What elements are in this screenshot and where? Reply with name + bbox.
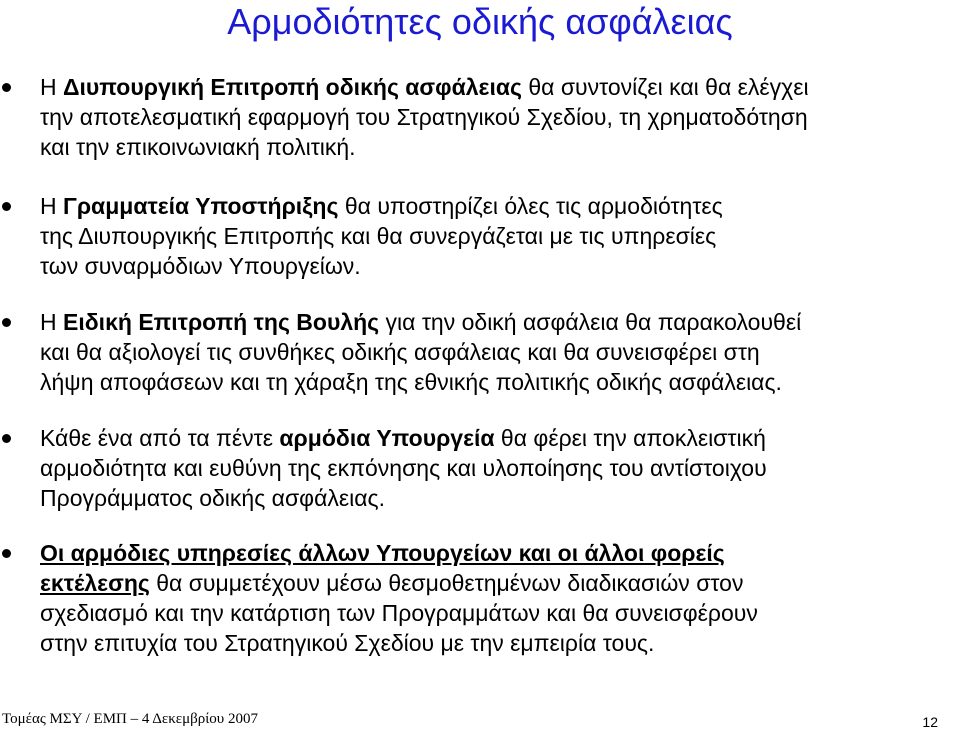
body-text: Κάθε ένα από τα πέντε [40, 425, 280, 451]
slide-title: Αρμοδιότητες οδικής ασφάλειας [227, 1, 733, 42]
body-text: θα συμμετέχουν μέσω θεσμοθετημένων διαδικασιών στον [149, 570, 744, 596]
bullet-line [40, 337, 960, 367]
bullet-line [40, 367, 960, 397]
body-text: Η [40, 193, 63, 219]
body-text: και θα αξιολογεί τις συνθήκες οδικής ασφάλειας και θα συνεισφέρει στη [40, 339, 760, 365]
bullet-line [40, 102, 960, 132]
body-text: Προγράμματος οδικής ασφάλειας. [40, 485, 385, 511]
body-text: Η [40, 74, 63, 100]
bullet-text [40, 538, 960, 658]
bullet-dot-icon [2, 318, 11, 327]
body-text: των συναρμόδιων Υπουργείων. [40, 253, 361, 279]
emphasis-text: Διυπουργική Επιτροπή οδικής ασφάλειας [63, 74, 522, 100]
body-text: σχεδιασμό και την κατάρτιση των Προγραμμάτων και θα συνεισφέρουν [40, 600, 758, 626]
bullet-line [40, 221, 960, 251]
body-text: λήψη αποφάσεων και τη χάραξη της εθνικής πολιτικής οδικής ασφάλειας. [40, 369, 782, 395]
bullet-dot-icon [2, 83, 11, 92]
emphasis-text: εκτέλεσης [40, 570, 150, 596]
emphasis-text: αρμόδια Υπουργεία [279, 425, 495, 451]
body-text: της Διυπουργικής Επιτροπής και θα συνεργάζεται με τις υπηρεσίες [40, 223, 717, 249]
page-number: 12 [922, 714, 938, 730]
body-text: και την επικοινωνιακή πολιτική. [40, 134, 356, 160]
footer-date-line: Τομέας ΜΣΥ / ΕΜΠ – 4 Δεκεμβρίου 2007 [2, 711, 258, 727]
bullet-dot-icon [2, 434, 11, 443]
bullet-line [40, 453, 960, 483]
bullet-line [40, 598, 960, 628]
body-text: θα υποστηρίζει όλες τις αρμοδιότητες [338, 193, 723, 219]
bullet-line [40, 72, 960, 102]
bullet-text [40, 307, 960, 397]
bullet-dot-icon [2, 549, 11, 558]
bullet-dot-icon [2, 202, 11, 211]
bullet-line [40, 191, 960, 221]
bullet-line [40, 307, 960, 337]
body-text: θα φέρει την αποκλειστική [494, 425, 766, 451]
bullet-line [40, 538, 960, 568]
body-text: για την οδική ασφάλεια θα παρακολουθεί [379, 309, 802, 335]
bullet-text [40, 191, 960, 281]
bullet-line [40, 483, 960, 513]
body-text: αρμοδιότητα και ευθύνη της εκπόνησης και υλοποίησης του αντίστοιχου [40, 455, 767, 481]
bullet-line [40, 628, 960, 658]
emphasis-text: Ειδική Επιτροπή της Βουλής [63, 309, 380, 335]
body-text: Η [40, 309, 63, 335]
bullet-line [40, 132, 960, 162]
emphasis-text: Γραμματεία Υποστήριξης [63, 193, 339, 219]
bullet-text [40, 72, 960, 162]
bullet-text [40, 423, 960, 513]
bullet-line [40, 251, 960, 281]
body-text: την αποτελεσματική εφαρμογή του Στρατηγικού Σχεδίου, τη χρηματοδότηση [40, 104, 808, 130]
bullet-line [40, 423, 960, 453]
emphasis-text: Οι αρμόδιες υπηρεσίες άλλων Υπουργείων και οι άλλοι φορείς [40, 540, 725, 566]
body-text: θα συντονίζει και θα ελέγχει [521, 74, 809, 100]
body-text: στην επιτυχία του Στρατηγικού Σχεδίου με την εμπειρία τους. [40, 630, 655, 656]
bullet-line [40, 568, 960, 598]
